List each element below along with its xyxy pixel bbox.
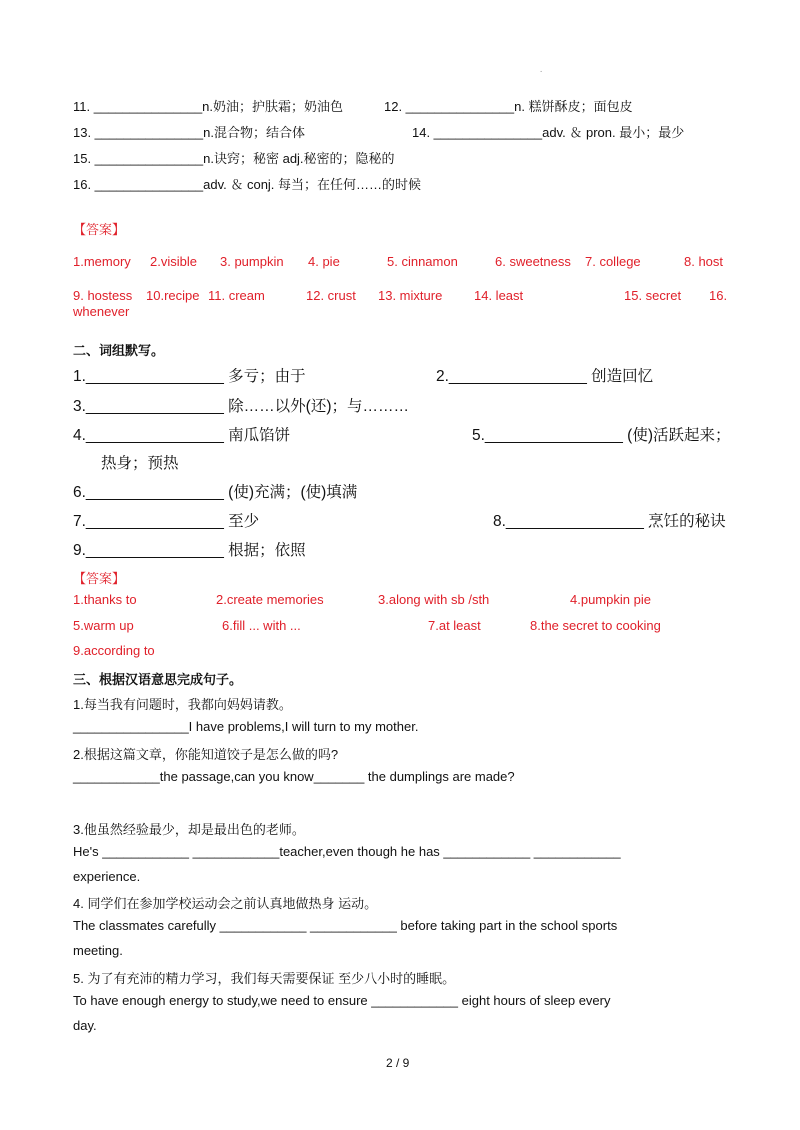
phrase-answer-1: 1.thanks to	[73, 592, 137, 607]
vocab-answer-4: 4. pie	[308, 254, 340, 269]
vocab-answer-11: 11. cream	[208, 288, 265, 303]
page-number: 2 / 9	[386, 1056, 410, 1070]
phrase-item-7: 7.________________ 至少	[73, 513, 260, 530]
section-2-title: 二、词组默写。	[73, 343, 165, 358]
vocab-item-12: 12. _______________n. 糕饼酥皮；面包皮	[384, 99, 633, 114]
phrase-item-9: 9.________________ 根据；依照	[73, 542, 306, 559]
phrase-answer-6: 6.fill ... with ...	[222, 618, 301, 633]
vocab-item-11: 11. _______________n.奶油；护肤霜；奶油色	[73, 99, 344, 114]
vocab-answer-7: 7. college	[585, 254, 641, 269]
phrase-answer-9: 9.according to	[73, 643, 155, 658]
phrase-answer-3: 3.along with sb /sth	[378, 592, 490, 607]
sentence-4-english-cont: meeting.	[73, 943, 123, 958]
phrase-answer-7: 7.at least	[428, 618, 481, 633]
sentence-2-english: ____________the passage,can you know_______ the dumplings are made?	[73, 769, 515, 784]
vocab-answer-16-cont: whenever	[73, 304, 130, 319]
vocab-answer-3: 3. pumpkin	[220, 254, 284, 269]
sentence-5-chinese: 5. 为了有充沛的精力学习，我们每天需要保证 至少八小时的睡眠。	[73, 971, 456, 986]
answer-heading-2: 【答案】	[73, 571, 126, 586]
vocab-answer-16: 16.	[709, 288, 728, 303]
vocab-answer-5: 5. cinnamon	[387, 254, 458, 269]
vocab-answer-6: 6. sweetness	[495, 254, 571, 269]
phrase-item-2: 2.________________ 创造回忆	[436, 368, 654, 385]
vocab-answer-2: 2.visible	[150, 254, 197, 269]
vocab-item-13: 13. _______________n.混合物；结合体	[73, 125, 305, 140]
vocab-item-14: 14. _______________adv. ＆ pron. 最小；最少	[412, 125, 685, 140]
vocab-answer-9: 9. hostess	[73, 288, 133, 303]
sentence-3-english-cont: experience.	[73, 869, 141, 884]
phrase-item-5-cont: 热身；预热	[101, 455, 179, 472]
vocab-answer-8: 8. host	[684, 254, 724, 269]
vocab-answer-14: 14. least	[474, 288, 524, 303]
sentence-2-chinese: 2.根据这篇文章，你能知道饺子是怎么做的吗?	[73, 747, 339, 762]
answer-heading-1: 【答案】	[73, 222, 126, 237]
sentence-1-chinese: 1.每当我有问题时，我都向妈妈请教。	[73, 697, 292, 712]
section-3-title: 三、根据汉语意思完成句子。	[73, 672, 243, 687]
vocab-item-15: 15. _______________n.诀窍；秘密 adj.秘密的；隐秘的	[73, 151, 395, 166]
sentence-4-english: The classmates carefully ____________ ____________ before taking part in the school sports	[73, 918, 618, 933]
header-marks: .	[540, 64, 543, 74]
sentence-1-english: ________________I have problems,I will turn to my mother.	[73, 719, 419, 734]
vocab-answer-10: 10.recipe	[146, 288, 200, 303]
phrase-answer-4: 4.pumpkin pie	[570, 592, 651, 607]
phrase-item-3: 3.________________ 除……以外(还)；与………	[73, 398, 409, 415]
sentence-5-english: To have enough energy to study,we need to ensure ____________ eight hours of sleep every	[73, 993, 611, 1008]
vocab-item-16: 16. _______________adv. ＆ conj. 每当；在任何……的时候	[73, 177, 422, 192]
vocab-answer-13: 13. mixture	[378, 288, 443, 303]
phrase-item-1: 1.________________ 多亏；由于	[73, 368, 306, 385]
phrase-answer-2: 2.create memories	[216, 592, 324, 607]
phrase-item-6: 6.________________ (使)充满；(使)填满	[73, 484, 358, 501]
phrase-answer-5: 5.warm up	[73, 618, 134, 633]
phrase-item-5: 5.________________ (使)活跃起来；	[472, 427, 731, 444]
phrase-item-4: 4.________________ 南瓜馅饼	[73, 427, 291, 444]
sentence-3-english: He's ____________ ____________teacher,even though he has ____________ ____________	[73, 844, 621, 859]
vocab-answer-1: 1.memory	[73, 254, 131, 269]
vocab-answer-15: 15. secret	[624, 288, 682, 303]
phrase-answer-8: 8.the secret to cooking	[530, 618, 661, 633]
sentence-3-chinese: 3.他虽然经验最少，却是最出色的老师。	[73, 822, 305, 837]
phrase-item-8: 8.________________ 烹饪的秘诀	[493, 513, 726, 530]
vocab-answer-12: 12. crust	[306, 288, 356, 303]
sentence-4-chinese: 4. 同学们在参加学校运动会之前认真地做热身 运动。	[73, 896, 378, 911]
sentence-5-english-cont: day.	[73, 1018, 97, 1033]
